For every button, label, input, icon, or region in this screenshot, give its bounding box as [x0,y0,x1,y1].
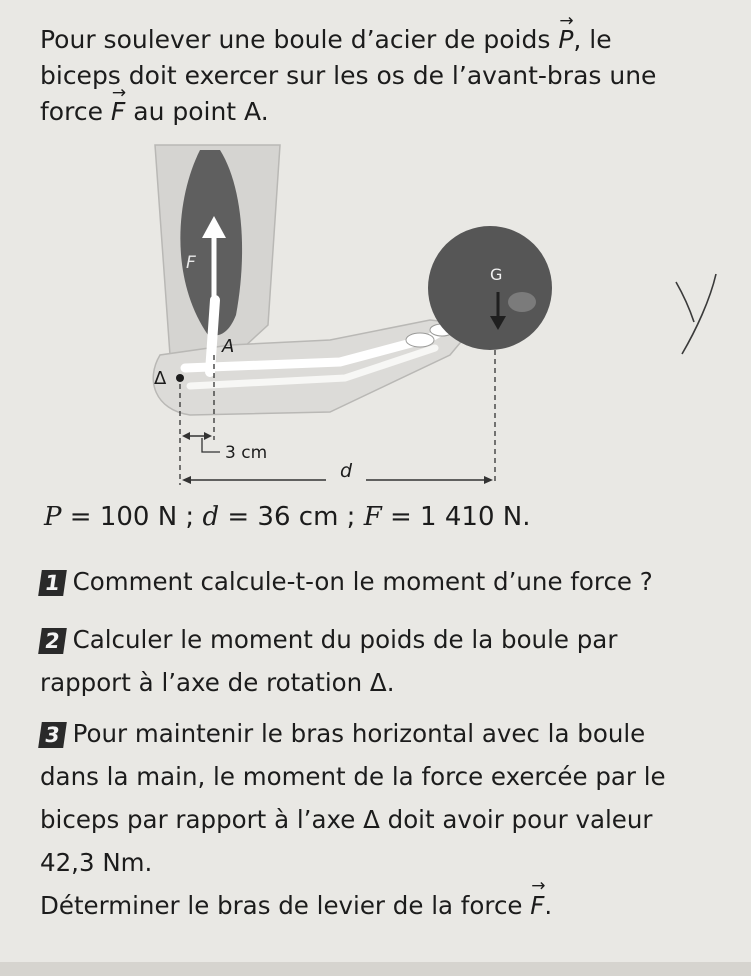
label-f: F [186,253,196,273]
label-g: G [490,265,503,284]
label-a: A [222,336,235,357]
vector-f: → F [111,94,125,130]
intro-text-3: au point A. [125,97,269,126]
intro-text-1: Pour soulever une boule d’acier de poids [40,25,559,54]
hand-bone [406,333,434,347]
question-text-2: Déterminer le bras de levier de la force [40,891,531,920]
d-value: = 36 cm ; [219,502,364,532]
question-number-badge: 3 [38,722,66,748]
p-value: = 100 N ; [61,502,203,532]
question-text: Calculer le moment du poids de la boule par rapport à l’axe de rotation Δ. [40,625,618,697]
intro-text-2: , le biceps doit exercer sur les os de l’avant-bras une force [40,25,657,126]
label-d: d [340,460,353,482]
vector-f: → F [530,884,544,927]
d-symbol: d [202,502,220,532]
dimension-d-head-right [484,476,493,484]
dimension-3cm-head-left [182,432,190,440]
vector-p: → P [558,22,573,58]
question-1 [40,560,690,603]
label-delta: Δ [154,368,167,389]
question-text-3: . [544,891,553,920]
intro-paragraph [40,22,680,130]
steel-ball [428,226,552,350]
question-text: Pour maintenir le bras horizontal avec la boule dans la main, le moment de la force exercée par le biceps par rapport à l’axe Δ doit avoir pour valeur 42,3 Nm. [40,719,666,877]
rotation-axis-point [176,374,184,382]
question-2 [40,618,690,704]
dimension-d-head-left [182,476,191,484]
question-number-badge: 2 [38,628,66,654]
dimension-3cm-leader [202,438,220,452]
arm-diagram [130,140,560,500]
pen-mark [672,270,722,360]
f-value: = 1 410 N. [381,502,531,532]
label-3cm: 3 cm [225,443,268,463]
question-number-badge: 1 [38,570,66,596]
ball-highlight [508,292,536,312]
question-3 [40,712,690,927]
question-text: Comment calcule-t-on le moment d’une force ? [72,567,653,596]
dimension-3cm-head-right [204,432,212,440]
given-values [44,502,530,532]
page-bottom-edge [0,962,751,976]
p-symbol: P [44,502,62,532]
f-symbol: F [363,502,382,532]
